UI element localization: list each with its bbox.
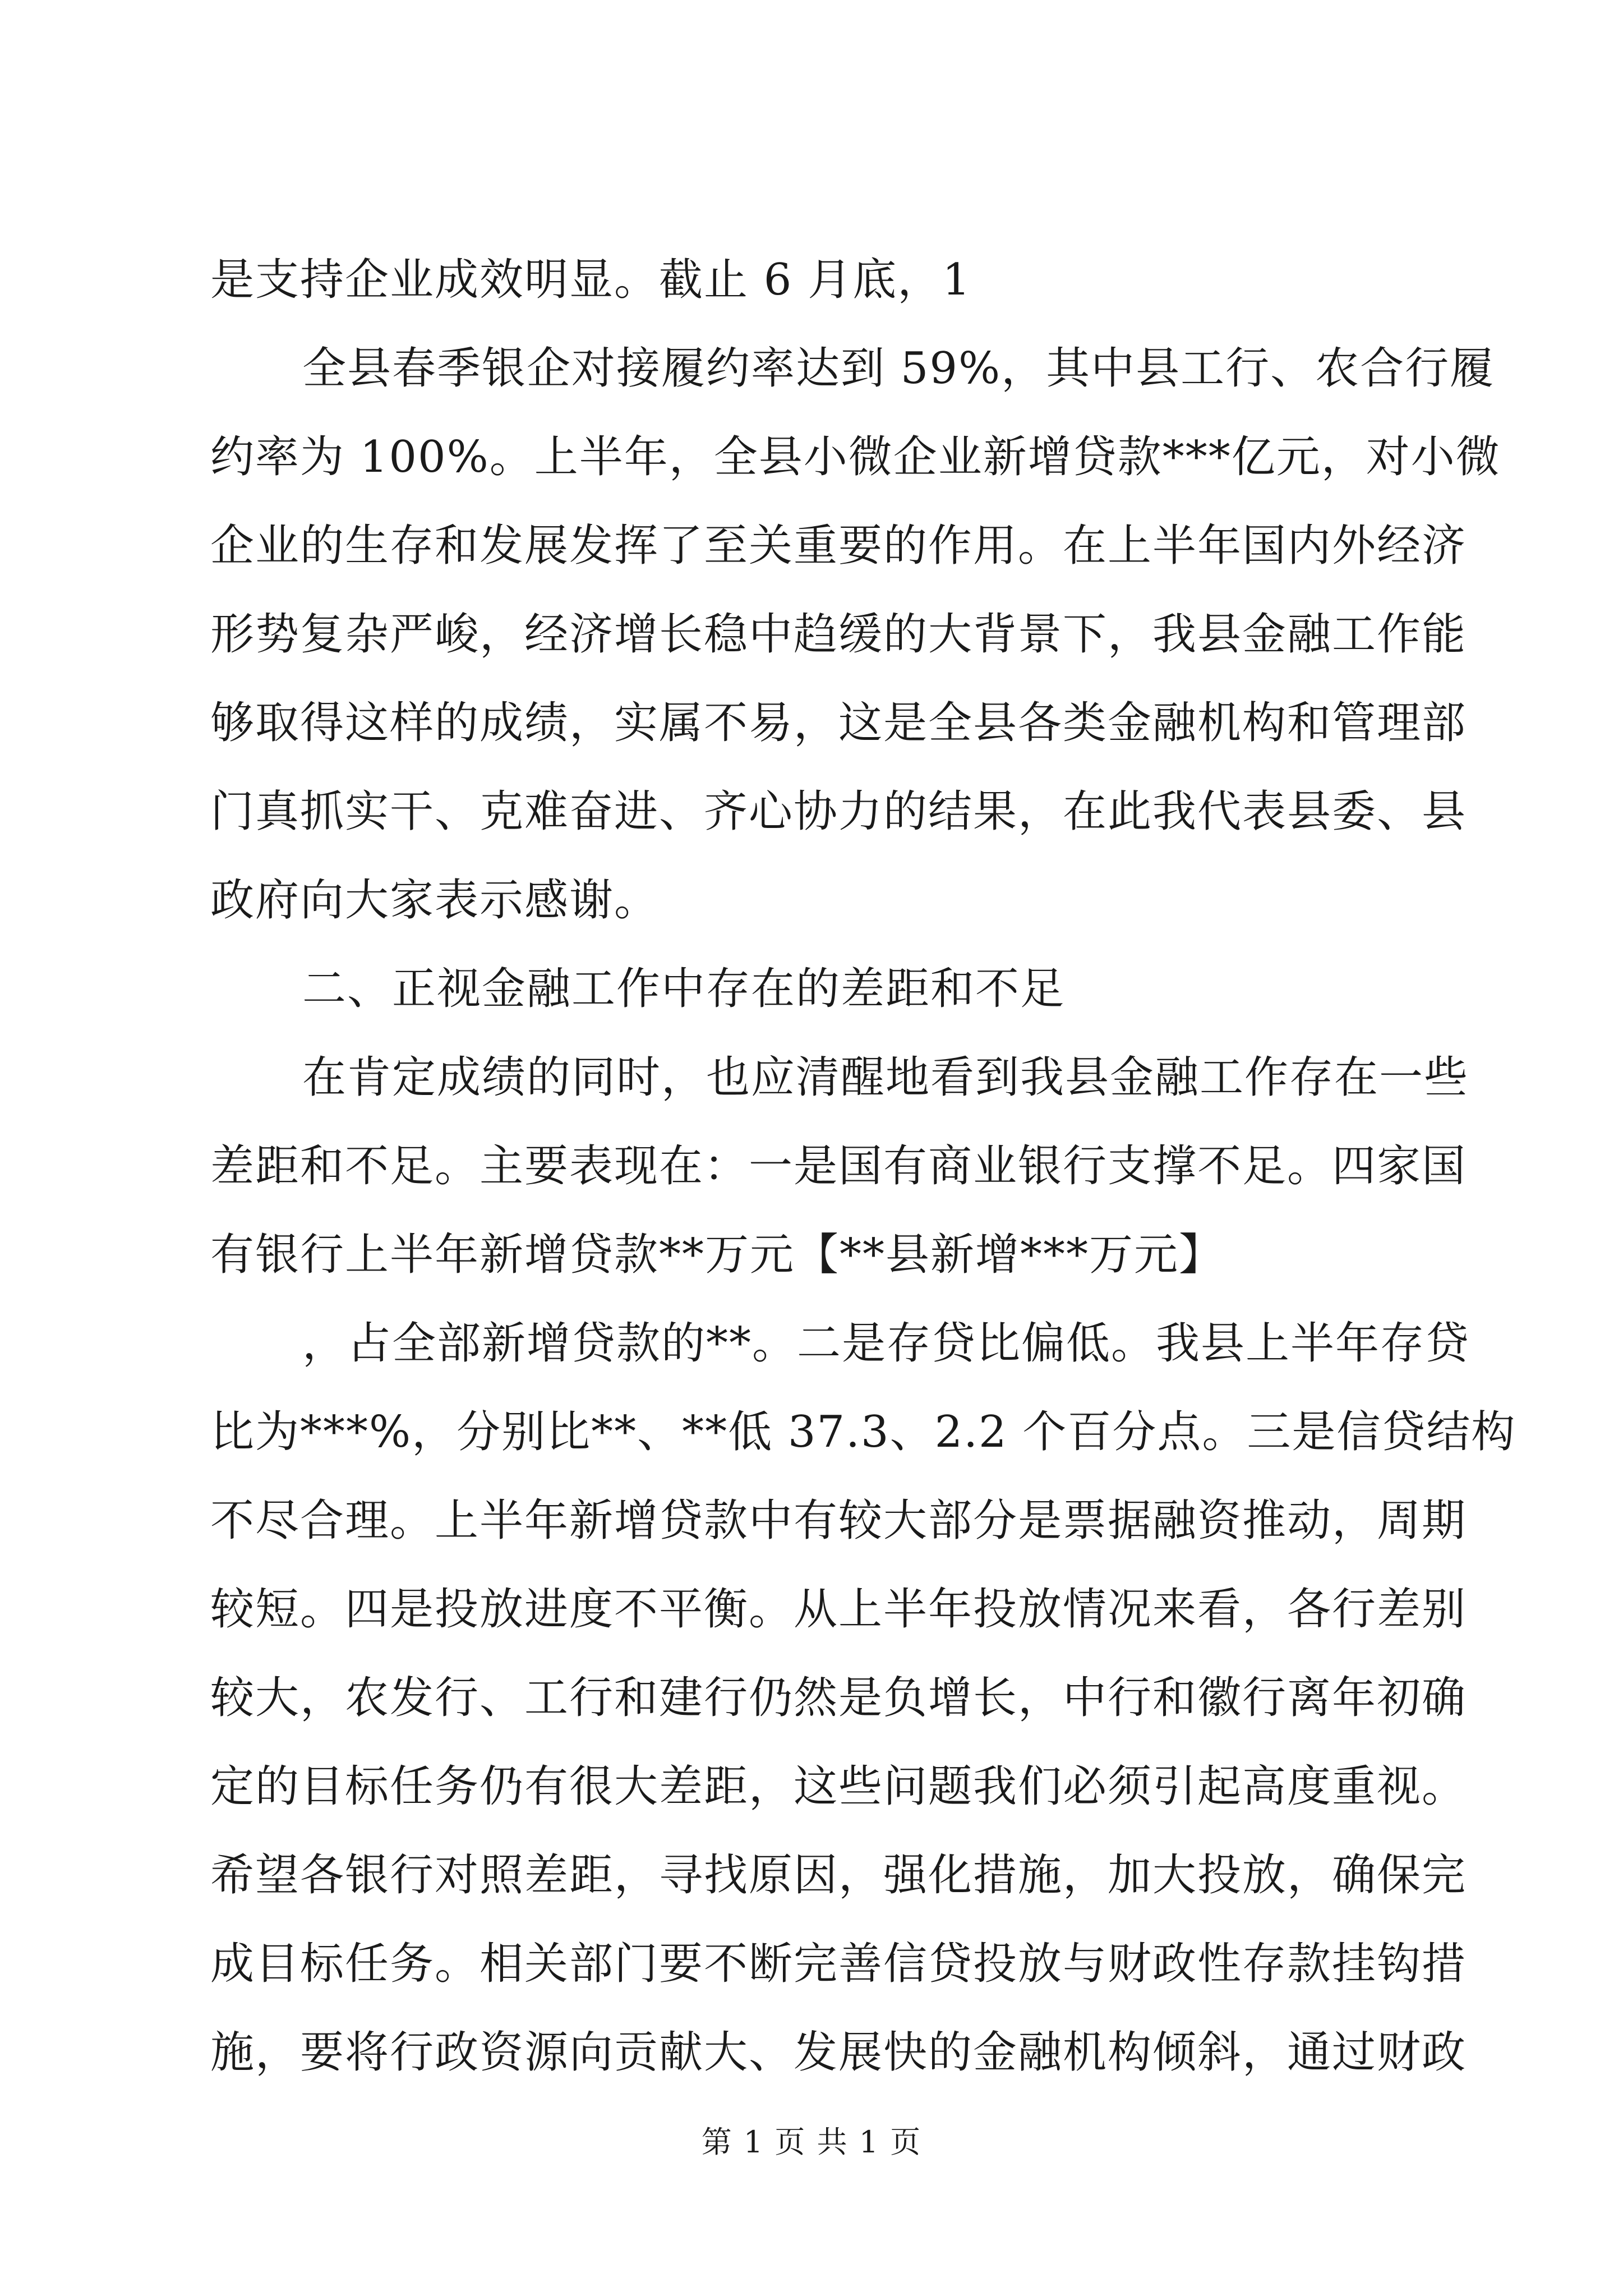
text-line: 够取得这样的成绩，实属不易，这是全县各类金融机构和管理部	[210, 698, 1467, 748]
text-line: 约率为 100%。上半年，全县小微企业新增贷款***亿元，对小微	[210, 432, 1501, 482]
text-line: 成目标任务。相关部门要不断完善信贷投放与财政性存款挂钩措	[210, 1939, 1467, 1989]
text-line: 差距和不足。主要表现在：一是国有商业银行支撑不足。四家国	[210, 1141, 1467, 1191]
text-line: 较短。四是投放进度不平衡。从上半年投放情况来看，各行差别	[210, 1584, 1467, 1635]
text-line: 在肯定成绩的同时，也应清醒地看到我县金融工作存在一些	[302, 1052, 1469, 1103]
page-footer	[0, 2118, 1623, 2161]
text-line: 是支持企业成效明显。截止 6 月底，1	[210, 255, 971, 305]
text-line: 形势复杂严峻，经济增长稳中趋缓的大背景下，我县金融工作能	[210, 609, 1467, 660]
page-number-label: 第 1 页 共 1 页	[701, 2124, 922, 2160]
text-line: 全县春季银企对接履约率达到 59%，其中县工行、农合行履	[302, 343, 1495, 394]
text-line: 不尽合理。上半年新增贷款中有较大部分是票据融资推动，周期	[210, 1496, 1467, 1546]
body-text	[210, 236, 1516, 2097]
text-line: 企业的生存和发展发挥了至关重要的作用。在上半年国内外经济	[210, 521, 1467, 571]
text-line: 希望各银行对照差距，寻找原因，强化措施，加大投放，确保完	[210, 1850, 1467, 1901]
text-line: 比为***%，分别比**、**低 37.3、2.2 个百分点。三是信贷结构	[210, 1407, 1516, 1457]
section-heading: 二、正视金融工作中存在的差距和不足	[302, 964, 1066, 1014]
text-line: 政府向大家表示感谢。	[210, 875, 660, 926]
text-line: ，占全部新增贷款的**。二是存贷比偏低。我县上半年存贷	[302, 1318, 1470, 1369]
text-line: 施，要将行政资源向贡献大、发展快的金融机构倾斜，通过财政	[210, 2027, 1467, 2078]
text-line: 较大，农发行、工行和建行仍然是负增长，中行和徽行离年初确	[210, 1673, 1467, 1723]
text-line: 有银行上半年新增贷款**万元【**县新增***万元】	[210, 1230, 1224, 1280]
text-line: 门真抓实干、克难奋进、齐心协力的结果，在此我代表县委、县	[210, 786, 1467, 837]
text-line: 定的目标任务仍有很大差距，这些问题我们必须引起高度重视。	[210, 1761, 1467, 1812]
